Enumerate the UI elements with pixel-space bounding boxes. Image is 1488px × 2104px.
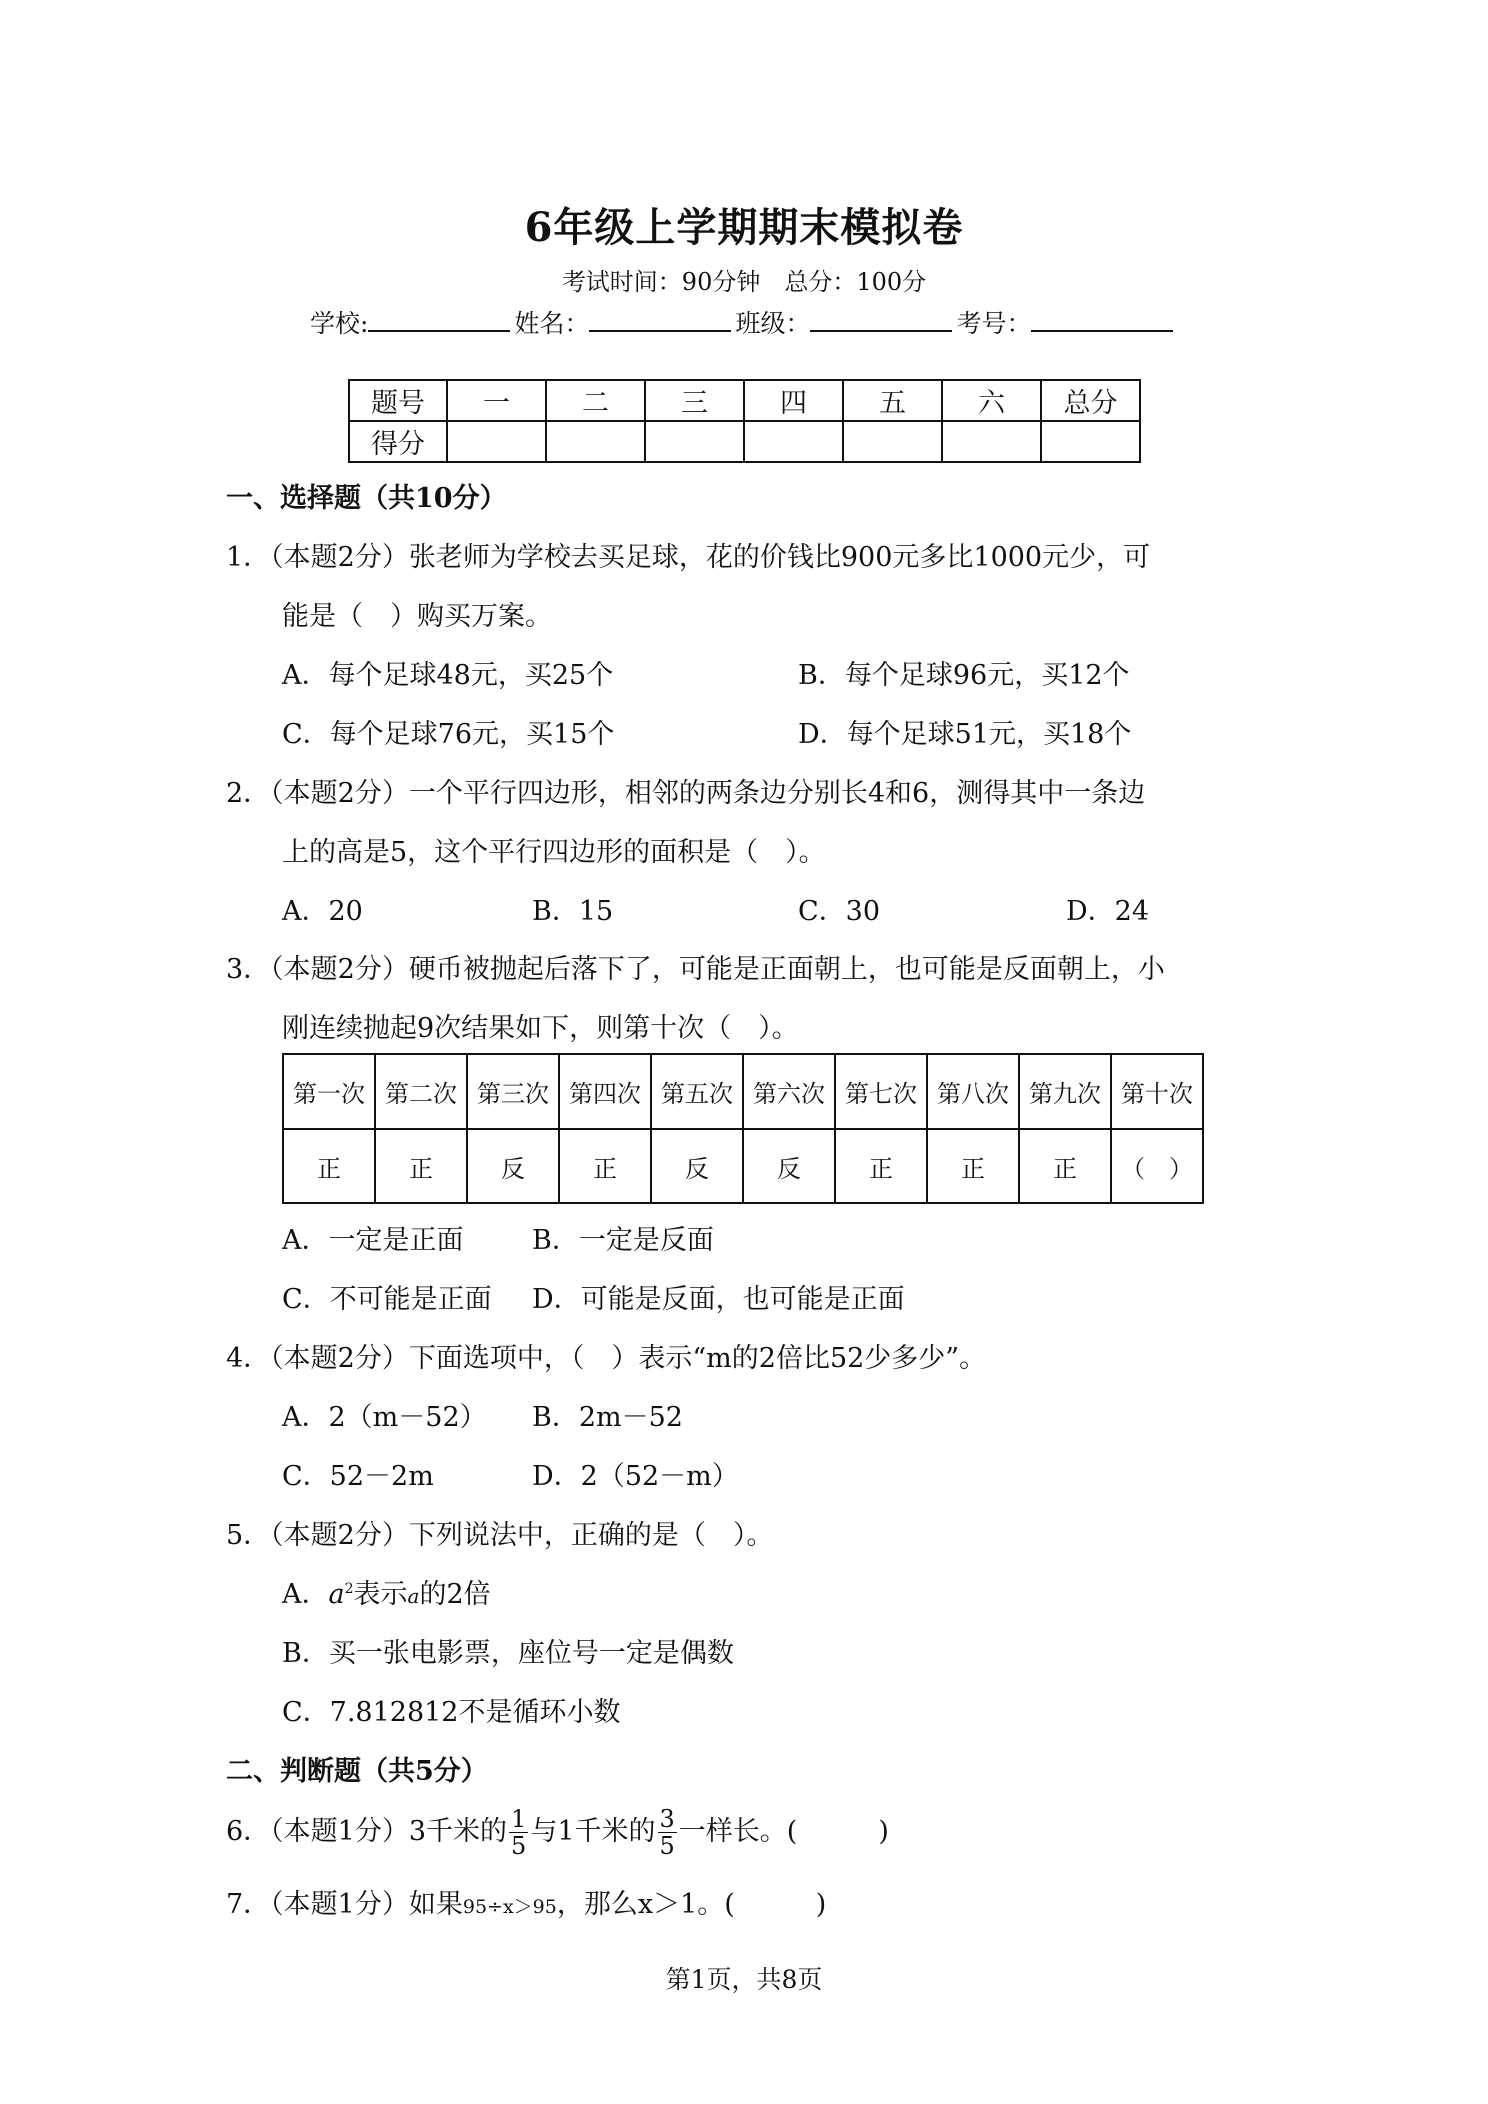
question-1-option-c: C．每个足球76元，买15个	[282, 719, 615, 750]
score-cell	[447, 421, 546, 462]
fraction-one-fifth	[509, 1806, 528, 1859]
variable-a-small: a	[407, 1584, 420, 1608]
question-2-line-2: 上的高是5，这个平行四边形的面积是（ ）。	[282, 837, 826, 868]
toss-result-cell: 正	[835, 1129, 927, 1203]
question-2-option-c: C．30	[798, 896, 881, 927]
fraction-numerator: 1	[511, 1805, 527, 1833]
fraction-three-fifths	[658, 1806, 677, 1859]
question-5-line-1: 5．（本题2分）下列说法中，正确的是（ ）。	[226, 1520, 774, 1551]
score-cell	[843, 421, 942, 462]
score-cell	[942, 421, 1041, 462]
toss-result-cell: 正	[559, 1129, 651, 1203]
score-cell	[645, 421, 744, 462]
question-4-option-a: A．2（m－52）	[282, 1402, 487, 1433]
page-footer: 第1页，共8页	[665, 1965, 823, 1994]
toss-result-cell: 反	[467, 1129, 559, 1203]
score-header-cell: 总分	[1041, 380, 1140, 421]
score-header-cell: 四	[744, 380, 843, 421]
question-4-option-d: D．2（52－m）	[532, 1461, 739, 1492]
question-6-part-3: 一样长。( )	[678, 1816, 889, 1847]
toss-header-cell: 第三次	[467, 1054, 559, 1129]
toss-header-cell: 第七次	[835, 1054, 927, 1129]
toss-header-cell: 第二次	[375, 1054, 467, 1129]
toss-result-cell: 正	[927, 1129, 1019, 1203]
question-3-option-c: C．不可能是正面	[282, 1284, 492, 1315]
class-label: 班级：	[735, 309, 811, 338]
question-5-option-b: B．买一张电影票，座位号一定是偶数	[282, 1638, 734, 1669]
exam-no-label: 考号：	[956, 309, 1032, 338]
question-1-line-1: 1．（本题2分）张老师为学校去买足球，花的价钱比900元多比1000元少，可	[226, 542, 1151, 573]
score-header-cell: 二	[546, 380, 645, 421]
school-label: 学校:	[310, 309, 369, 338]
question-4-option-c: C．52－2m	[282, 1461, 434, 1492]
toss-header-cell: 第一次	[283, 1054, 375, 1129]
variable-a: a	[328, 1579, 345, 1610]
fraction-denominator: 5	[659, 1832, 675, 1860]
question-7	[226, 1882, 826, 1921]
page-title: 6年级上学期期末模拟卷	[524, 204, 964, 251]
question-2-option-a: A．20	[282, 896, 363, 927]
question-3-option-a: A．一定是正面	[282, 1225, 464, 1256]
toss-header-cell: 第八次	[927, 1054, 1019, 1129]
school-blank	[368, 310, 510, 332]
score-cell	[744, 421, 843, 462]
toss-header-cell: 第九次	[1019, 1054, 1111, 1129]
question-2-option-b: B．15	[532, 896, 614, 927]
toss-result-cell: 反	[743, 1129, 835, 1203]
toss-result-cell: 正	[375, 1129, 467, 1203]
toss-result-cell: 正	[1019, 1129, 1111, 1203]
toss-header-cell: 第十次	[1111, 1054, 1203, 1129]
score-header-cell: 题号	[349, 380, 447, 421]
student-info-line	[310, 304, 1177, 340]
fraction-denominator: 5	[511, 1832, 527, 1860]
score-header-cell: 六	[942, 380, 1041, 421]
score-cell	[546, 421, 645, 462]
toss-header-cell: 第五次	[651, 1054, 743, 1129]
score-cell	[1041, 421, 1140, 462]
toss-header-cell: 第四次	[559, 1054, 651, 1129]
score-table-header-row	[349, 380, 1140, 421]
score-table-score-row	[349, 421, 1140, 462]
question-7-part-2: ，那么x＞1。( )	[556, 1889, 827, 1920]
question-6	[226, 1806, 889, 1859]
question-7-part-1: 7．（本题1分）如果	[226, 1889, 463, 1920]
toss-header-cell: 第六次	[743, 1054, 835, 1129]
question-1-option-d: D．每个足球51元，买18个	[798, 719, 1132, 750]
exponent: 2	[344, 1581, 354, 1597]
fraction-numerator: 3	[659, 1805, 675, 1833]
option-a-prefix: A．	[282, 1579, 329, 1610]
question-1-line-2: 能是（ ）购买万案。	[282, 601, 552, 632]
question-6-part-1: 6．（本题1分）3千米的	[226, 1816, 508, 1847]
score-table	[348, 379, 1141, 463]
name-blank	[589, 310, 731, 332]
coin-toss-header-row	[283, 1054, 1203, 1129]
exam-meta: 考试时间：90分钟 总分：100分	[561, 268, 927, 296]
question-3-line-2: 刚连续抛起9次结果如下，则第十次（ ）。	[282, 1013, 799, 1044]
coin-toss-table	[282, 1053, 1204, 1204]
section-1-heading: 一、选择题（共10分）	[226, 483, 507, 514]
score-header-cell: 一	[447, 380, 546, 421]
toss-result-cell: （ ）	[1111, 1129, 1203, 1203]
question-3-option-b: B．一定是反面	[532, 1225, 714, 1256]
question-5-option-c: C．7.812812不是循环小数	[282, 1697, 621, 1728]
question-2-line-1: 2．（本题2分）一个平行四边形，相邻的两条边分别长4和6，测得其中一条边	[226, 778, 1146, 809]
toss-result-cell: 正	[283, 1129, 375, 1203]
score-header-cell: 五	[843, 380, 942, 421]
section-2-heading: 二、判断题（共5分）	[226, 1756, 488, 1787]
question-4-option-b: B．2m－52	[532, 1402, 683, 1433]
question-2-option-d: D．24	[1066, 896, 1150, 927]
toss-result-cell: 反	[651, 1129, 743, 1203]
question-4-line-1: 4．（本题2分）下面选项中，（ ）表示“m的2倍比52少多少”。	[226, 1343, 987, 1374]
class-blank	[810, 310, 952, 332]
score-header-cell: 三	[645, 380, 744, 421]
question-5-option-a	[282, 1572, 491, 1611]
exam-no-blank	[1031, 310, 1173, 332]
option-a-text: 表示	[353, 1579, 408, 1610]
question-3-line-1: 3．（本题2分）硬币被抛起后落下了，可能是正面朝上，也可能是反面朝上，小	[226, 954, 1165, 985]
question-3-option-d: D．可能是反面，也可能是正面	[532, 1284, 905, 1315]
coin-toss-result-row	[283, 1129, 1203, 1203]
score-row-label: 得分	[349, 421, 447, 462]
question-6-part-2: 与1千米的	[530, 1816, 656, 1847]
option-a-suffix: 的2倍	[419, 1579, 491, 1610]
question-1-option-b: B．每个足球96元，买12个	[798, 660, 1130, 691]
question-1-option-a: A．每个足球48元，买25个	[282, 660, 614, 691]
question-7-expression: 95÷x＞95	[462, 1896, 557, 1918]
name-label: 姓名：	[514, 309, 590, 338]
